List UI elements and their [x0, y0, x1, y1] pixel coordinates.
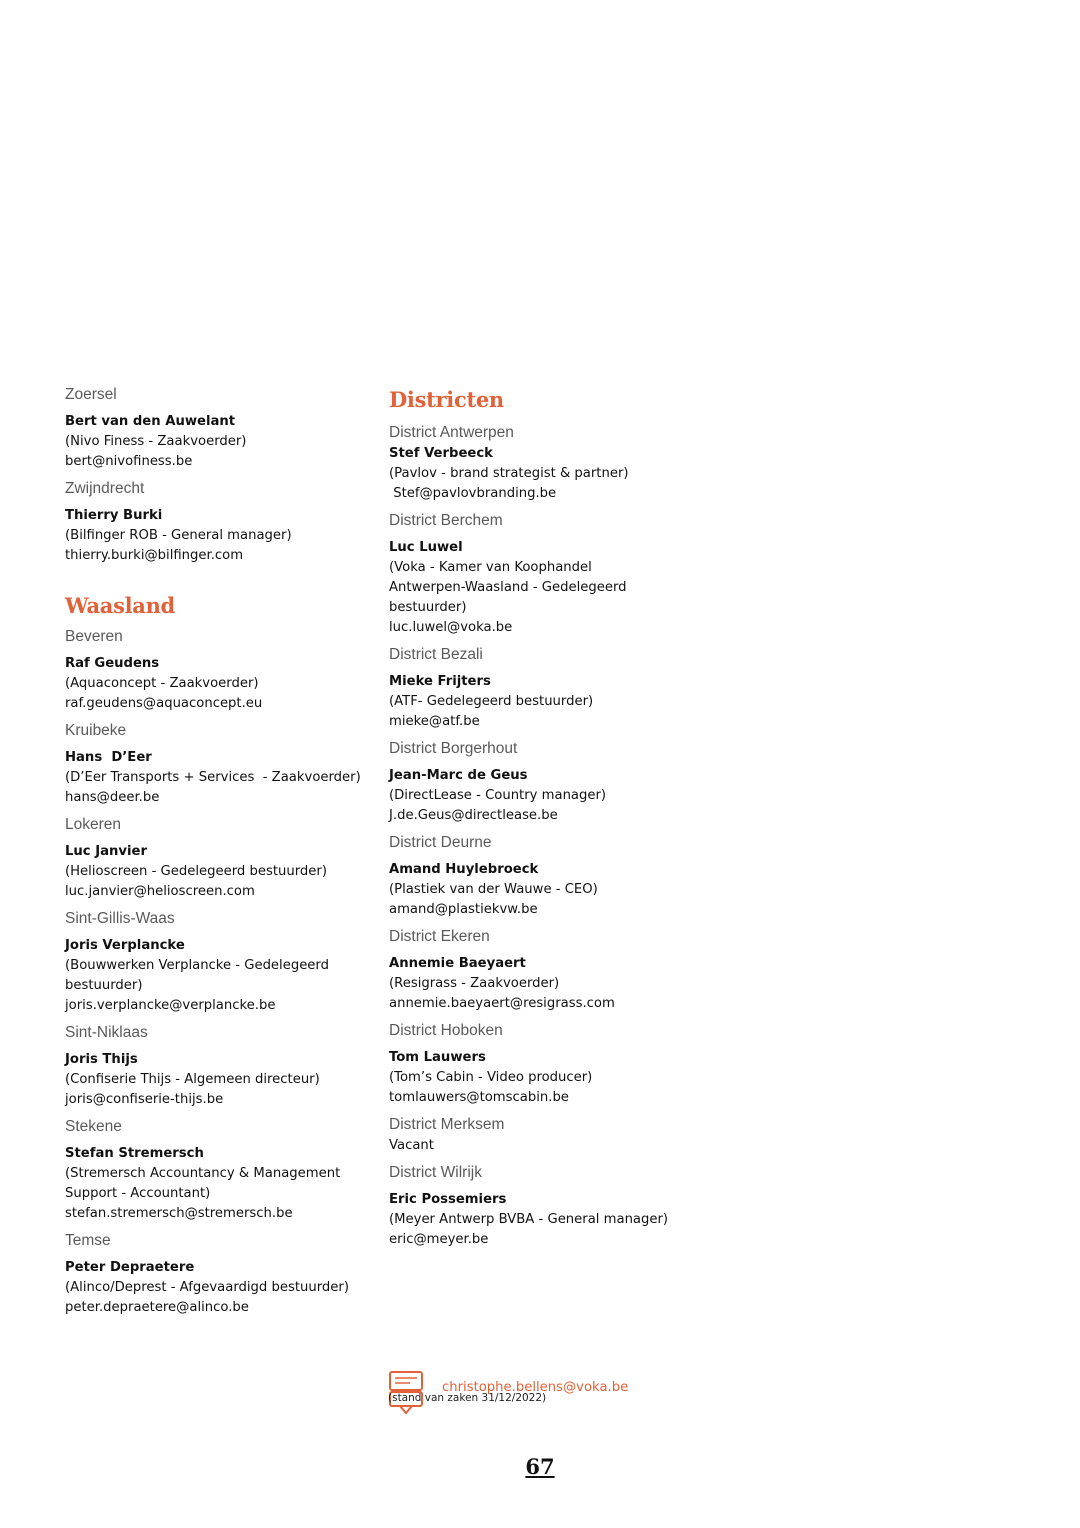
contact-entry	[389, 1020, 709, 1108]
contact-company: (DirectLease - Country manager)	[389, 788, 607, 803]
contact-name: Luc Janvier	[65, 844, 147, 859]
page-number: 67	[525, 1454, 555, 1479]
contact-name: Bert van den Auwelant	[65, 414, 236, 429]
vacant-label: Vacant	[389, 1138, 434, 1153]
contact-company: (Voka - Kamer van Koophandel	[389, 560, 592, 575]
contact-company: (Resigrass - Zaakvoerder)	[389, 976, 560, 991]
contact-company: bestuurder)	[65, 978, 143, 993]
contact-company: (Helioscreen - Gedelegeerd bestuurder)	[65, 864, 327, 879]
location-label: District Wilrijk	[389, 1164, 482, 1181]
contact-entry	[65, 1116, 365, 1224]
contact-entry	[65, 626, 365, 714]
contact-email: thierry.burki@bilfinger.com	[65, 548, 244, 563]
contact-name: Peter Depraetere	[65, 1260, 195, 1275]
location-label: Lokeren	[65, 816, 122, 833]
contact-email: Stef@pavlovbranding.be	[389, 486, 557, 501]
contact-company: (Stremersch Accountancy & Management	[65, 1166, 341, 1181]
contact-name: Thierry Burki	[65, 508, 163, 523]
contact-email: joris@confiserie-thijs.be	[65, 1092, 224, 1107]
section-title-districten: Districten	[389, 387, 504, 412]
left-column	[65, 384, 365, 1318]
contact-name: Eric Possemiers	[389, 1192, 507, 1207]
contact-entry	[389, 1114, 709, 1156]
location-label: Sint-Niklaas	[65, 1024, 148, 1041]
location-label: Sint-Gillis-Waas	[65, 910, 175, 927]
contact-email: joris.verplancke@verplancke.be	[65, 998, 276, 1013]
contact-company: (Tom’s Cabin - Video producer)	[389, 1070, 593, 1085]
contact-entry	[389, 644, 709, 732]
contact-company: bestuurder)	[389, 600, 467, 615]
contact-entry	[65, 1022, 365, 1110]
contact-email: raf.geudens@aquaconcept.eu	[65, 696, 263, 711]
contact-email: amand@plastiekvw.be	[389, 902, 538, 917]
contact-email: hans@deer.be	[65, 790, 160, 805]
contact-company: (Pavlov - brand strategist & partner)	[389, 466, 629, 481]
contact-company: Antwerpen-Waasland - Gedelegeerd	[389, 580, 627, 595]
right-column	[389, 384, 709, 1250]
contact-entry	[389, 1162, 709, 1250]
contact-entry	[65, 384, 365, 472]
location-label: District Berchem	[389, 512, 503, 529]
section-title-waasland: Waasland	[65, 593, 175, 618]
contact-name: Jean-Marc de Geus	[389, 768, 528, 783]
contact-entry	[65, 478, 365, 566]
location-label: Zwijndrecht	[65, 480, 145, 497]
contact-email: tomlauwers@tomscabin.be	[389, 1090, 569, 1105]
location-label: District Bezali	[389, 646, 483, 663]
contact-company: Support - Accountant)	[65, 1186, 211, 1201]
contact-company: (ATF- Gedelegeerd bestuurder)	[389, 694, 594, 709]
contact-name: Joris Verplancke	[65, 938, 185, 953]
location-label: Temse	[65, 1232, 111, 1249]
contact-email: annemie.baeyaert@resigrass.com	[389, 996, 615, 1011]
contact-entry	[389, 422, 709, 504]
contact-name: Luc Luwel	[389, 540, 463, 555]
contact-company: (Bouwwerken Verplancke - Gedelegeerd	[65, 958, 329, 973]
contact-email: luc.janvier@helioscreen.com	[65, 884, 255, 899]
footer-email-link[interactable]: christophe.bellens@voka.be	[442, 1380, 629, 1395]
stand-note: (stand van zaken 31/12/2022)	[388, 1392, 547, 1404]
location-label: District Hoboken	[389, 1022, 503, 1039]
contact-entry	[65, 814, 365, 902]
contact-company: (Nivo Finess - Zaakvoerder)	[65, 434, 247, 449]
contact-email: bert@nivofiness.be	[65, 454, 193, 469]
location-label: Zoersel	[65, 386, 117, 403]
contact-email: stefan.stremersch@stremersch.be	[65, 1206, 293, 1221]
contact-entry	[389, 510, 709, 638]
location-label: District Merksem	[389, 1116, 505, 1133]
contact-name: Hans D’Eer	[65, 750, 152, 765]
contact-company: (Meyer Antwerp BVBA - General manager)	[389, 1212, 669, 1227]
contact-company: (Bilfinger ROB - General manager)	[65, 528, 292, 543]
location-label: Kruibeke	[65, 722, 127, 739]
location-label: District Borgerhout	[389, 740, 518, 757]
contact-name: Annemie Baeyaert	[389, 956, 526, 971]
contact-entry	[65, 1230, 365, 1318]
location-label: Beveren	[65, 628, 123, 645]
location-label: Stekene	[65, 1118, 122, 1135]
contact-email: eric@meyer.be	[389, 1232, 489, 1247]
contact-entry	[65, 908, 365, 1016]
contact-company: (Plastiek van der Wauwe - CEO)	[389, 882, 598, 897]
location-label: District Deurne	[389, 834, 492, 851]
contact-company: (D’Eer Transports + Services - Zaakvoerder)	[65, 770, 361, 785]
contact-email: J.de.Geus@directlease.be	[389, 808, 558, 823]
contact-name: Raf Geudens	[65, 656, 160, 671]
contact-entry	[389, 738, 709, 826]
contact-email: luc.luwel@voka.be	[389, 620, 513, 635]
location-label: District Ekeren	[389, 928, 490, 945]
location-label: District Antwerpen	[389, 424, 514, 441]
contact-entry	[389, 832, 709, 920]
contact-entry	[65, 720, 365, 808]
contact-name: Mieke Frijters	[389, 674, 491, 689]
contact-email: mieke@atf.be	[389, 714, 480, 729]
contact-name: Stefan Stremersch	[65, 1146, 204, 1161]
contact-email: peter.depraetere@alinco.be	[65, 1300, 249, 1315]
contact-name: Tom Lauwers	[389, 1050, 486, 1065]
contact-company: (Alinco/Deprest - Afgevaardigd bestuurder)	[65, 1280, 349, 1295]
contact-entry	[389, 926, 709, 1014]
footer-contact	[388, 1368, 688, 1416]
contact-company: (Aquaconcept - Zaakvoerder)	[65, 676, 259, 691]
contact-name: Joris Thijs	[65, 1052, 138, 1067]
contact-name: Stef Verbeeck	[389, 446, 493, 461]
contact-company: (Confiserie Thijs - Algemeen directeur)	[65, 1072, 320, 1087]
contact-name: Amand Huylebroeck	[389, 862, 539, 877]
